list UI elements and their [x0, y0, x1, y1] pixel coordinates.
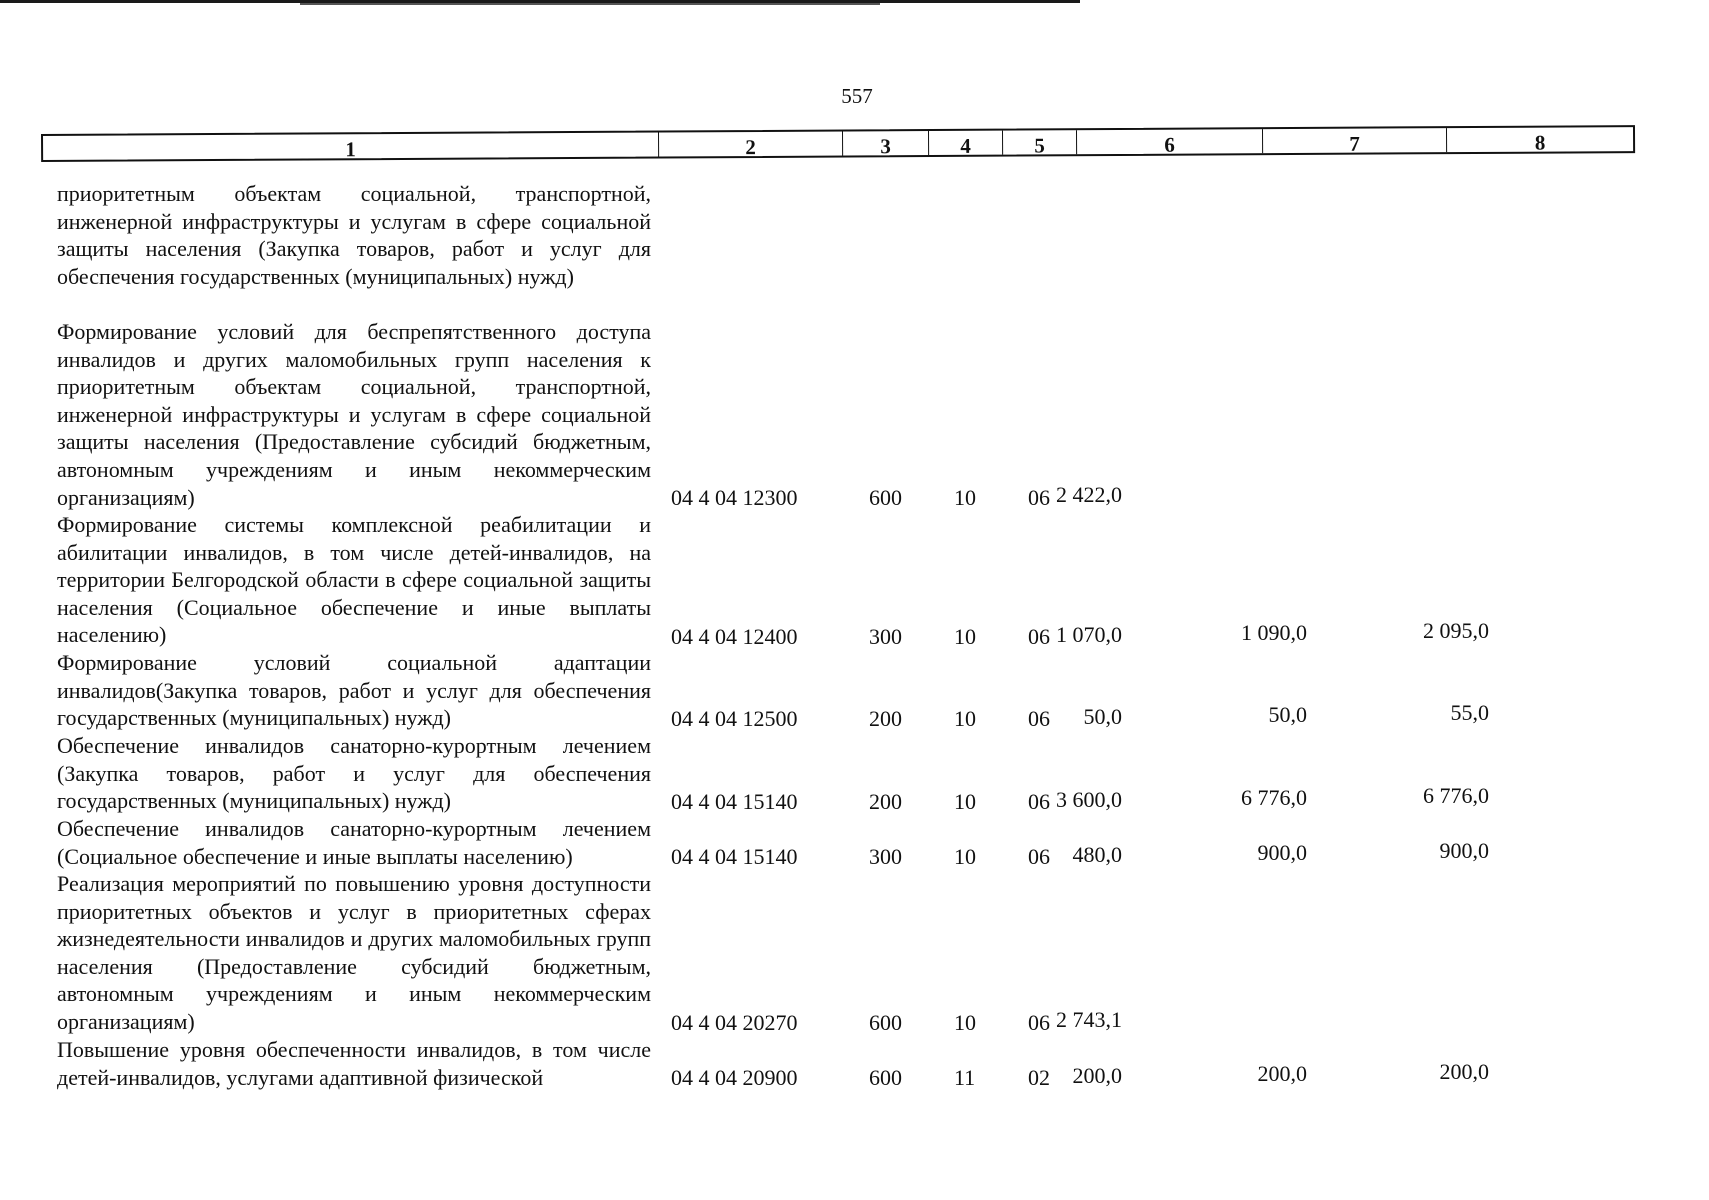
- header-col-4: 4: [929, 131, 1003, 155]
- row-code: 04 4 04 12300: [671, 485, 798, 510]
- row-code: 04 4 04 12500: [671, 706, 798, 731]
- row-section: 10: [954, 624, 976, 649]
- row-amount-8: 2 095,0: [1423, 618, 1489, 643]
- row-description: Обеспечение инвалидов санаторно-курортным лечением (Социальное обеспечение и иные выплаты населению): [57, 816, 651, 869]
- row-amount-7: 1 090,0: [1241, 620, 1307, 645]
- header-col-5: 5: [1003, 130, 1077, 154]
- row-subsection: 06: [1028, 485, 1050, 510]
- row-section: 11: [954, 1065, 976, 1090]
- row-type: 200: [869, 789, 902, 814]
- row-amount-8: 55,0: [1450, 700, 1489, 725]
- row-code: 04 4 04 20900: [671, 1065, 798, 1090]
- row-amount-8: 6 776,0: [1423, 783, 1489, 808]
- row-description: Реализация мероприятий по повышению уровня доступности приоритетных объектов и услуг в приоритетных сферах жизнедеятельности инвалидов и других маломобильных групп населения (Предоставление субсидий бюджетным, автономным учреждениям и иным некоммерческим организациям): [57, 871, 651, 1034]
- row-subsection: 06: [1028, 1010, 1050, 1035]
- row-description: приоритетным объектам социальной, транспортной, инженерной инфраструктуры и услугам в сфере социальной защиты населения (Закупка товаров, работ и услуг для обеспечения государственных (муниципальных) нужд): [57, 181, 651, 289]
- row-type: 600: [869, 1010, 902, 1035]
- header-col-3: 3: [843, 131, 929, 155]
- row-amount-7: 900,0: [1257, 840, 1307, 865]
- row-code: 04 4 04 20270: [671, 1010, 798, 1035]
- row-type: 300: [869, 624, 902, 649]
- row-section: 10: [954, 485, 976, 510]
- row-description: Обеспечение инвалидов санаторно-курортным лечением (Закупка товаров, работ и услуг для обеспечения государственных (муниципальных) нужд): [57, 733, 651, 814]
- row-subsection: 06: [1028, 789, 1050, 814]
- header-col-2: 2: [659, 132, 843, 157]
- row-subsection: 06: [1028, 624, 1050, 649]
- row-type: 300: [869, 844, 902, 869]
- header-col-1: 1: [43, 133, 659, 160]
- row-code: 04 4 04 12400: [671, 624, 798, 649]
- page-number: 557: [841, 84, 873, 108]
- row-section: 10: [954, 844, 976, 869]
- header-col-6: 6: [1077, 129, 1263, 154]
- row-code: 04 4 04 15140: [671, 844, 798, 869]
- row-amount-7: 200,0: [1257, 1061, 1307, 1086]
- row-amount-6: 480,0: [1072, 842, 1122, 867]
- row-section: 10: [954, 789, 976, 814]
- row-amount-6: 2 743,1: [1056, 1007, 1122, 1032]
- row-section: 10: [954, 706, 976, 731]
- row-description: Формирование условий для беспрепятственного доступа инвалидов и других маломобильных групп населения к приоритетным объектам социальной, транспортной, инженерной инфраструктуры и услугам в сфере социальной защиты населения (Предоставление субсидий бюджетным, автономным учреждениям и иным некоммерческим организациям): [57, 319, 651, 510]
- row-type: 600: [869, 485, 902, 510]
- row-description: Формирование системы комплексной реабилитации и абилитации инвалидов, в том числе детей-инвалидов, на территории Белгородской области в сфере социальной защиты населения (Социальное обеспечение и иные выплаты населению): [57, 512, 651, 648]
- row-amount-8: 900,0: [1439, 838, 1489, 863]
- header-col-8: 8: [1534, 130, 1546, 155]
- row-subsection: 06: [1028, 844, 1050, 869]
- row-amount-6: 2 422,0: [1056, 482, 1122, 507]
- table-header: [41, 125, 1635, 162]
- row-type: 600: [869, 1065, 902, 1090]
- row-description: Повышение уровня обеспеченности инвалидов, в том числе детей-инвалидов, услугами адаптивной физической: [57, 1037, 651, 1090]
- row-subsection: 06: [1028, 706, 1050, 731]
- row-amount-6: 50,0: [1083, 704, 1122, 729]
- row-code: 04 4 04 15140: [671, 789, 798, 814]
- row-description: Формирование условий социальной адаптации инвалидов(Закупка товаров, работ и услуг для обеспечения государственных (муниципальных) нужд): [57, 650, 651, 731]
- row-amount-6: 1 070,0: [1056, 622, 1122, 647]
- row-section: 10: [954, 1010, 976, 1035]
- header-col-7: 7: [1263, 128, 1447, 153]
- row-amount-7: 50,0: [1268, 702, 1307, 727]
- row-amount-6: 200,0: [1072, 1063, 1122, 1088]
- scan-edge-line: [300, 3, 880, 5]
- row-amount-7: 6 776,0: [1241, 785, 1307, 810]
- row-amount-6: 3 600,0: [1056, 787, 1122, 812]
- row-amount-8: 200,0: [1439, 1059, 1489, 1084]
- row-subsection: 02: [1028, 1065, 1050, 1090]
- row-type: 200: [869, 706, 902, 731]
